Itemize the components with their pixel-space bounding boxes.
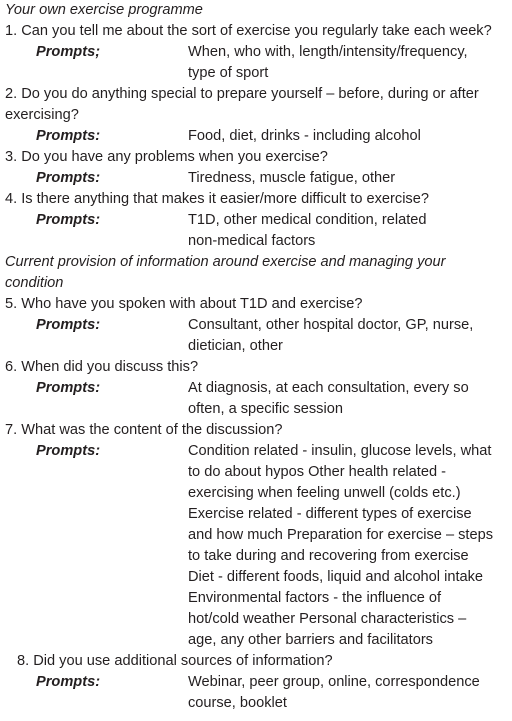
question-block-4 (5, 189, 512, 252)
prompt-row-3 (5, 168, 512, 189)
prompt-label: Prompts: (36, 443, 101, 459)
prompt-row-4 (5, 210, 512, 252)
question-4: 4. Is there anything that makes it easier/more difficult to exercise? (5, 191, 429, 207)
prompt-label: Prompts: (36, 380, 101, 396)
question-8: 8. Did you use additional sources of information? (17, 653, 333, 669)
prompt-row-1 (5, 42, 512, 84)
prompt-text: Consultant, other hospital doctor, GP, nurse, dietician, other (188, 317, 474, 354)
prompt-text: At diagnosis, at each consultation, every so often, a specific session (188, 380, 469, 417)
prompt-label: Prompts: (36, 170, 101, 186)
prompt-label: Prompts; (36, 44, 101, 60)
prompt-text: When, who with, length/intensity/frequency, type of sport (188, 44, 468, 81)
prompt-row-8 (5, 672, 512, 714)
question-block-3 (5, 147, 512, 189)
question-6: 6. When did you discuss this? (5, 359, 199, 375)
question-1: 1. Can you tell me about the sort of exercise you regularly take each week? (5, 23, 492, 39)
question-5: 5. Who have you spoken with about T1D and exercise? (5, 296, 363, 312)
prompt-label: Prompts: (36, 674, 101, 690)
prompt-row-6 (5, 378, 512, 420)
prompt-text: Tiredness, muscle fatigue, other (188, 170, 396, 186)
section-heading-exercise-programme: Your own exercise programme (5, 2, 203, 18)
question-block-2 (5, 84, 512, 147)
question-block-1 (5, 21, 512, 84)
question-block-6 (5, 357, 512, 420)
prompt-label: Prompts: (36, 317, 101, 333)
prompt-row-7 (5, 441, 512, 651)
prompt-text: Food, diet, drinks - including alcohol (188, 128, 421, 144)
prompt-text: Webinar, peer group, online, correspondence course, booklet (188, 674, 480, 711)
prompt-label: Prompts: (36, 128, 101, 144)
question-3: 3. Do you have any problems when you exercise? (5, 149, 328, 165)
prompt-text: Condition related - insulin, glucose levels, what to do about hypos Other health related - exercising when feeling unwell (colds etc.) Exercise related - different types of exercise and how much Preparation for exercise – steps to take during and recovering from exercise Diet - different foods, liquid and alcohol intake Environmental factors - the influence of hot/cold weather Personal characteristics – age, any other barriers and facilitators (188, 443, 494, 648)
prompt-row-2 (5, 126, 512, 147)
question-block-5 (5, 294, 512, 357)
section-heading-current-provision: Current provision of information around exercise and managing your condition (5, 254, 446, 291)
question-block-7 (5, 420, 512, 651)
question-2: 2. Do you do anything special to prepare yourself – before, during or after exercising? (5, 86, 479, 123)
question-7: 7. What was the content of the discussion? (5, 422, 283, 438)
prompt-row-5 (5, 315, 512, 357)
prompt-label: Prompts: (36, 212, 101, 228)
question-block-8 (5, 651, 512, 714)
prompt-text: T1D, other medical condition, related non-medical factors (188, 212, 427, 249)
